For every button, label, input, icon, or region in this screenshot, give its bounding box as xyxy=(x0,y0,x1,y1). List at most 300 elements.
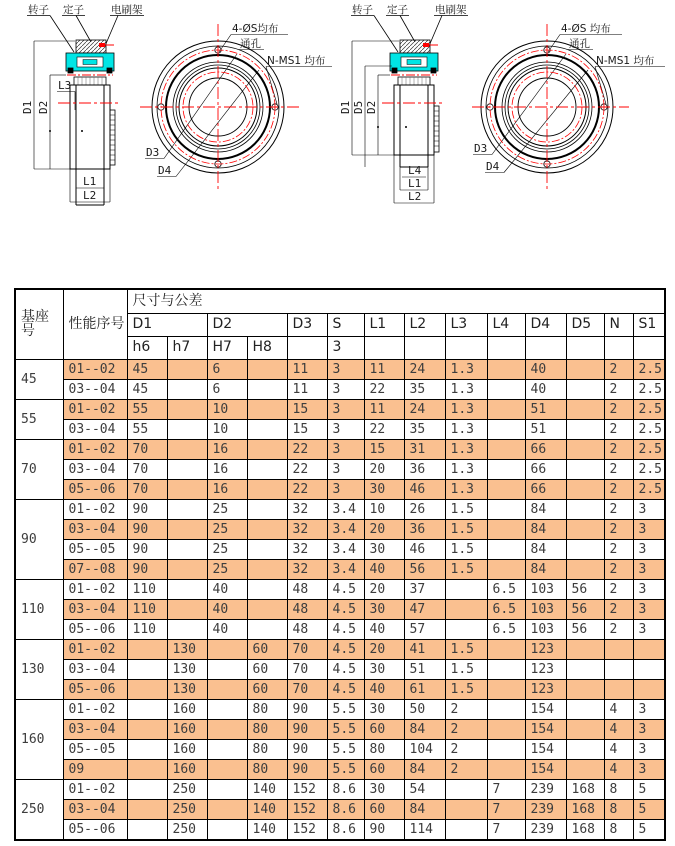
value-cell xyxy=(127,679,167,699)
value-cell: 123 xyxy=(525,659,566,679)
section-view-right xyxy=(338,2,490,234)
header-cell xyxy=(287,336,327,359)
dim-d2-label: D2 xyxy=(37,100,50,114)
value-cell: 80 xyxy=(247,699,287,719)
value-cell xyxy=(167,359,207,379)
value-cell: 6.5 xyxy=(487,599,525,619)
value-cell: 84 xyxy=(525,559,566,579)
stator-label: 定子 xyxy=(63,4,84,16)
dim-d4-label: D4 xyxy=(158,164,172,177)
value-cell xyxy=(566,719,604,739)
value-cell: 84 xyxy=(525,519,566,539)
perf-serial-cell: 03--04 xyxy=(63,379,127,399)
header-l1: L1 xyxy=(364,313,404,336)
value-cell xyxy=(487,759,525,779)
value-cell: 7 xyxy=(487,819,525,840)
value-cell: 50 xyxy=(404,699,445,719)
value-cell: 1.5 xyxy=(445,519,487,539)
perf-serial-cell: 01--02 xyxy=(63,699,127,719)
value-cell: 25 xyxy=(207,519,247,539)
value-cell: 2.5 xyxy=(633,419,665,439)
value-cell xyxy=(207,799,247,819)
value-cell xyxy=(487,699,525,719)
perf-serial-cell: 05--05 xyxy=(63,539,127,559)
value-cell: 4.5 xyxy=(327,659,364,679)
value-cell xyxy=(247,499,287,519)
header-cell xyxy=(604,336,633,359)
table-row xyxy=(15,719,665,739)
perf-serial-cell: 09 xyxy=(63,759,127,779)
value-cell xyxy=(167,459,207,479)
value-cell: 40 xyxy=(207,579,247,599)
header-cell xyxy=(445,336,487,359)
value-cell: 2 xyxy=(604,499,633,519)
value-cell xyxy=(247,519,287,539)
value-cell: 3 xyxy=(327,399,364,419)
value-cell: 140 xyxy=(247,799,287,819)
value-cell: 22 xyxy=(364,419,404,439)
table-row xyxy=(15,559,665,579)
value-cell: 123 xyxy=(525,679,566,699)
value-cell: 8 xyxy=(604,819,633,840)
value-cell xyxy=(207,719,247,739)
value-cell xyxy=(566,379,604,399)
value-cell: 3 xyxy=(327,479,364,499)
value-cell: 152 xyxy=(287,779,327,799)
value-cell: 1.3 xyxy=(445,419,487,439)
value-cell: 2.5 xyxy=(633,439,665,459)
value-cell xyxy=(247,359,287,379)
value-cell: 6.5 xyxy=(487,579,525,599)
perf-serial-cell: 01--02 xyxy=(63,499,127,519)
value-cell: 90 xyxy=(287,699,327,719)
value-cell: 3 xyxy=(633,619,665,639)
value-cell: 11 xyxy=(287,379,327,399)
value-cell: 5.5 xyxy=(327,759,364,779)
value-cell: 51 xyxy=(525,399,566,419)
dim-l4-label: L4 xyxy=(408,164,422,177)
value-cell: 25 xyxy=(207,539,247,559)
value-cell: 2 xyxy=(604,439,633,459)
perf-serial-cell: 01--02 xyxy=(63,359,127,379)
value-cell xyxy=(487,499,525,519)
value-cell: 3 xyxy=(633,499,665,519)
value-cell xyxy=(167,399,207,419)
header-cell xyxy=(364,336,404,359)
value-cell: 250 xyxy=(167,779,207,799)
value-cell: 1.3 xyxy=(445,439,487,459)
value-cell: 40 xyxy=(364,679,404,699)
value-cell: 239 xyxy=(525,779,566,799)
value-cell xyxy=(167,479,207,499)
value-cell xyxy=(167,619,207,639)
value-cell: 130 xyxy=(167,639,207,659)
table-row xyxy=(15,419,665,439)
value-cell: 60 xyxy=(247,659,287,679)
value-cell: 11 xyxy=(364,399,404,419)
value-cell: 90 xyxy=(364,819,404,840)
value-cell: 31 xyxy=(404,439,445,459)
value-cell xyxy=(127,739,167,759)
value-cell: 1.3 xyxy=(445,479,487,499)
value-cell: 3 xyxy=(327,359,364,379)
value-cell: 66 xyxy=(525,479,566,499)
value-cell xyxy=(247,399,287,419)
value-cell: 5 xyxy=(633,779,665,799)
value-cell: 3.4 xyxy=(327,499,364,519)
value-cell: 66 xyxy=(525,459,566,479)
value-cell: 80 xyxy=(364,739,404,759)
value-cell: 2 xyxy=(604,559,633,579)
value-cell: 80 xyxy=(247,739,287,759)
value-cell: 24 xyxy=(404,399,445,419)
value-cell: 36 xyxy=(404,459,445,479)
value-cell: 3 xyxy=(633,539,665,559)
perf-serial-cell: 05--05 xyxy=(63,739,127,759)
value-cell xyxy=(604,639,633,659)
value-cell xyxy=(487,659,525,679)
value-cell: 4 xyxy=(604,739,633,759)
value-cell xyxy=(127,779,167,799)
value-cell: 25 xyxy=(207,499,247,519)
header-cell xyxy=(487,336,525,359)
value-cell: 45 xyxy=(127,379,167,399)
value-cell: 3 xyxy=(633,699,665,719)
value-cell: 8 xyxy=(604,799,633,819)
table-row xyxy=(15,439,665,459)
value-cell: 60 xyxy=(364,759,404,779)
value-cell: 56 xyxy=(566,599,604,619)
value-cell: 10 xyxy=(207,399,247,419)
value-cell: 20 xyxy=(364,579,404,599)
value-cell: 35 xyxy=(404,419,445,439)
value-cell: 130 xyxy=(167,659,207,679)
header-d1: D1 xyxy=(127,313,207,336)
value-cell: 40 xyxy=(364,559,404,579)
value-cell: 30 xyxy=(364,699,404,719)
value-cell: 22 xyxy=(287,439,327,459)
value-cell xyxy=(487,719,525,739)
value-cell xyxy=(487,459,525,479)
value-cell: 2 xyxy=(445,759,487,779)
value-cell xyxy=(207,699,247,719)
dim-l2-label: L2 xyxy=(408,190,422,203)
thread-note: N-MS1 均布 xyxy=(267,55,326,67)
value-cell: 2 xyxy=(604,599,633,619)
value-cell: 70 xyxy=(287,659,327,679)
value-cell: 90 xyxy=(287,719,327,739)
value-cell: 84 xyxy=(404,759,445,779)
perf-serial-cell: 05--06 xyxy=(63,679,127,699)
value-cell: 1.3 xyxy=(445,359,487,379)
table-row xyxy=(15,499,665,519)
table-row xyxy=(15,819,665,840)
value-cell: 60 xyxy=(247,679,287,699)
perf-serial-cell: 03--04 xyxy=(63,659,127,679)
value-cell: 48 xyxy=(287,619,327,639)
value-cell xyxy=(566,739,604,759)
value-cell xyxy=(633,659,665,679)
value-cell xyxy=(207,779,247,799)
front-view-right xyxy=(472,2,672,234)
value-cell: 60 xyxy=(364,719,404,739)
value-cell: 20 xyxy=(364,639,404,659)
base-number-cell: 90 xyxy=(15,499,63,579)
table-row xyxy=(15,739,665,759)
value-cell: 16 xyxy=(207,459,247,479)
header-perf-no: 性能序号 xyxy=(63,289,127,359)
value-cell: 54 xyxy=(404,779,445,799)
header-cell xyxy=(525,336,566,359)
value-cell: 3.4 xyxy=(327,539,364,559)
value-cell xyxy=(247,419,287,439)
value-cell: 160 xyxy=(167,699,207,719)
perf-serial-cell: 05--06 xyxy=(63,479,127,499)
value-cell xyxy=(207,819,247,840)
value-cell xyxy=(207,759,247,779)
value-cell xyxy=(127,639,167,659)
table-row xyxy=(15,579,665,599)
perf-serial-cell: 01--02 xyxy=(63,399,127,419)
value-cell: 4.5 xyxy=(327,639,364,659)
value-cell xyxy=(566,539,604,559)
perf-serial-cell: 03--04 xyxy=(63,419,127,439)
value-cell: 239 xyxy=(525,799,566,819)
dim-d4-label: D4 xyxy=(486,160,500,173)
value-cell: 11 xyxy=(364,359,404,379)
value-cell xyxy=(247,559,287,579)
value-cell xyxy=(487,519,525,539)
value-cell: 10 xyxy=(364,499,404,519)
value-cell: 66 xyxy=(525,439,566,459)
value-cell: 160 xyxy=(167,739,207,759)
value-cell: 1.5 xyxy=(445,559,487,579)
value-cell: 154 xyxy=(525,759,566,779)
value-cell xyxy=(633,639,665,659)
value-cell: 11 xyxy=(287,359,327,379)
header-l4: L4 xyxy=(487,313,525,336)
value-cell xyxy=(167,559,207,579)
value-cell: 70 xyxy=(287,679,327,699)
table-row xyxy=(15,479,665,499)
value-cell: 80 xyxy=(247,719,287,739)
value-cell: 2 xyxy=(604,579,633,599)
front-view-left xyxy=(140,2,335,234)
value-cell xyxy=(487,419,525,439)
value-cell xyxy=(247,579,287,599)
value-cell: 22 xyxy=(287,479,327,499)
value-cell xyxy=(127,719,167,739)
value-cell: 30 xyxy=(364,479,404,499)
value-cell: 1.5 xyxy=(445,659,487,679)
value-cell: 3 xyxy=(327,379,364,399)
value-cell: 25 xyxy=(207,559,247,579)
perf-serial-cell: 03--04 xyxy=(63,799,127,819)
value-cell: 3 xyxy=(327,439,364,459)
header-h7: h7 xyxy=(167,336,207,359)
value-cell xyxy=(633,679,665,699)
value-cell xyxy=(487,439,525,459)
value-cell: 41 xyxy=(404,639,445,659)
value-cell xyxy=(487,379,525,399)
table-row xyxy=(15,619,665,639)
value-cell: 20 xyxy=(364,519,404,539)
value-cell: 2 xyxy=(445,699,487,719)
value-cell: 32 xyxy=(287,499,327,519)
value-cell xyxy=(445,799,487,819)
value-cell: 4.5 xyxy=(327,599,364,619)
value-cell: 5.5 xyxy=(327,699,364,719)
stator-label: 定子 xyxy=(387,4,408,16)
value-cell xyxy=(127,699,167,719)
value-cell: 110 xyxy=(127,619,167,639)
value-cell: 1.3 xyxy=(445,459,487,479)
value-cell: 40 xyxy=(525,359,566,379)
value-cell: 5 xyxy=(633,819,665,840)
value-cell: 56 xyxy=(566,619,604,639)
value-cell xyxy=(167,419,207,439)
value-cell: 55 xyxy=(127,399,167,419)
value-cell: 8.6 xyxy=(327,799,364,819)
value-cell xyxy=(167,439,207,459)
value-cell: 2.5 xyxy=(633,399,665,419)
dim-l2-label: L2 xyxy=(83,189,97,202)
value-cell: 104 xyxy=(404,739,445,759)
value-cell: 140 xyxy=(247,819,287,840)
value-cell: 2.5 xyxy=(633,479,665,499)
value-cell: 32 xyxy=(287,519,327,539)
value-cell: 2.5 xyxy=(633,459,665,479)
value-cell: 40 xyxy=(207,599,247,619)
table-row xyxy=(15,699,665,719)
value-cell: 4.5 xyxy=(327,619,364,639)
table-row xyxy=(15,379,665,399)
header-cell xyxy=(633,336,665,359)
value-cell: 8.6 xyxy=(327,779,364,799)
value-cell xyxy=(487,679,525,699)
value-cell: 130 xyxy=(167,679,207,699)
value-cell xyxy=(604,659,633,679)
value-cell xyxy=(487,639,525,659)
value-cell xyxy=(207,739,247,759)
base-number-cell: 250 xyxy=(15,779,63,840)
value-cell: 36 xyxy=(404,519,445,539)
table-row xyxy=(15,759,665,779)
value-cell: 61 xyxy=(404,679,445,699)
header-cell xyxy=(404,336,445,359)
value-cell: 30 xyxy=(364,599,404,619)
value-cell: 90 xyxy=(127,539,167,559)
value-cell xyxy=(167,499,207,519)
value-cell: 80 xyxy=(247,759,287,779)
header-h6: h6 xyxy=(127,336,167,359)
table-row xyxy=(15,779,665,799)
value-cell: 15 xyxy=(364,439,404,459)
dim-d1-label: D1 xyxy=(21,100,34,114)
value-cell: 114 xyxy=(404,819,445,840)
value-cell: 84 xyxy=(525,539,566,559)
value-cell: 6.5 xyxy=(487,619,525,639)
value-cell: 90 xyxy=(287,739,327,759)
value-cell: 8.6 xyxy=(327,819,364,840)
value-cell: 239 xyxy=(525,819,566,840)
value-cell: 30 xyxy=(364,659,404,679)
perf-serial-cell: 01--02 xyxy=(63,579,127,599)
value-cell xyxy=(247,619,287,639)
value-cell: 40 xyxy=(525,379,566,399)
value-cell xyxy=(487,559,525,579)
table-row xyxy=(15,399,665,419)
value-cell xyxy=(207,639,247,659)
value-cell: 3.4 xyxy=(327,559,364,579)
value-cell xyxy=(167,539,207,559)
value-cell: 103 xyxy=(525,579,566,599)
dim-l3-label: L3 xyxy=(58,79,72,92)
value-cell xyxy=(566,639,604,659)
value-cell: 40 xyxy=(364,619,404,639)
value-cell: 3 xyxy=(633,519,665,539)
header-H8: H8 xyxy=(247,336,287,359)
value-cell: 2 xyxy=(445,719,487,739)
value-cell xyxy=(247,479,287,499)
value-cell: 26 xyxy=(404,499,445,519)
value-cell: 1.5 xyxy=(445,499,487,519)
value-cell: 250 xyxy=(167,799,207,819)
value-cell: 3 xyxy=(633,759,665,779)
value-cell: 8 xyxy=(604,779,633,799)
value-cell: 3.4 xyxy=(327,519,364,539)
value-cell xyxy=(167,599,207,619)
perf-serial-cell: 03--04 xyxy=(63,459,127,479)
brush-holder-label: 电刷架 xyxy=(111,4,143,16)
value-cell: 84 xyxy=(404,799,445,819)
table-row xyxy=(15,799,665,819)
value-cell xyxy=(167,579,207,599)
value-cell: 4.5 xyxy=(327,679,364,699)
value-cell: 4 xyxy=(604,719,633,739)
value-cell xyxy=(167,519,207,539)
value-cell: 56 xyxy=(404,559,445,579)
header-d2: D2 xyxy=(207,313,287,336)
value-cell xyxy=(445,779,487,799)
table-row xyxy=(15,519,665,539)
value-cell: 154 xyxy=(525,719,566,739)
value-cell xyxy=(445,599,487,619)
value-cell xyxy=(127,659,167,679)
value-cell: 110 xyxy=(127,579,167,599)
base-number-cell: 70 xyxy=(15,439,63,499)
holes-note-line1: 4-ØS均布 xyxy=(232,23,279,35)
value-cell: 84 xyxy=(525,499,566,519)
value-cell: 1.3 xyxy=(445,399,487,419)
table-row xyxy=(15,679,665,699)
value-cell xyxy=(127,819,167,840)
value-cell: 16 xyxy=(207,479,247,499)
value-cell: 2 xyxy=(604,619,633,639)
base-number-cell: 130 xyxy=(15,639,63,699)
value-cell: 2.5 xyxy=(633,359,665,379)
thread-note: N-MS1 均布 xyxy=(596,55,655,67)
dim-l1-label: L1 xyxy=(408,177,422,190)
value-cell: 70 xyxy=(127,479,167,499)
perf-serial-cell: 03--04 xyxy=(63,519,127,539)
value-cell: 168 xyxy=(566,799,604,819)
value-cell: 103 xyxy=(525,619,566,639)
base-number-cell: 55 xyxy=(15,399,63,439)
perf-serial-cell: 05--06 xyxy=(63,819,127,840)
value-cell: 22 xyxy=(287,459,327,479)
value-cell xyxy=(247,439,287,459)
